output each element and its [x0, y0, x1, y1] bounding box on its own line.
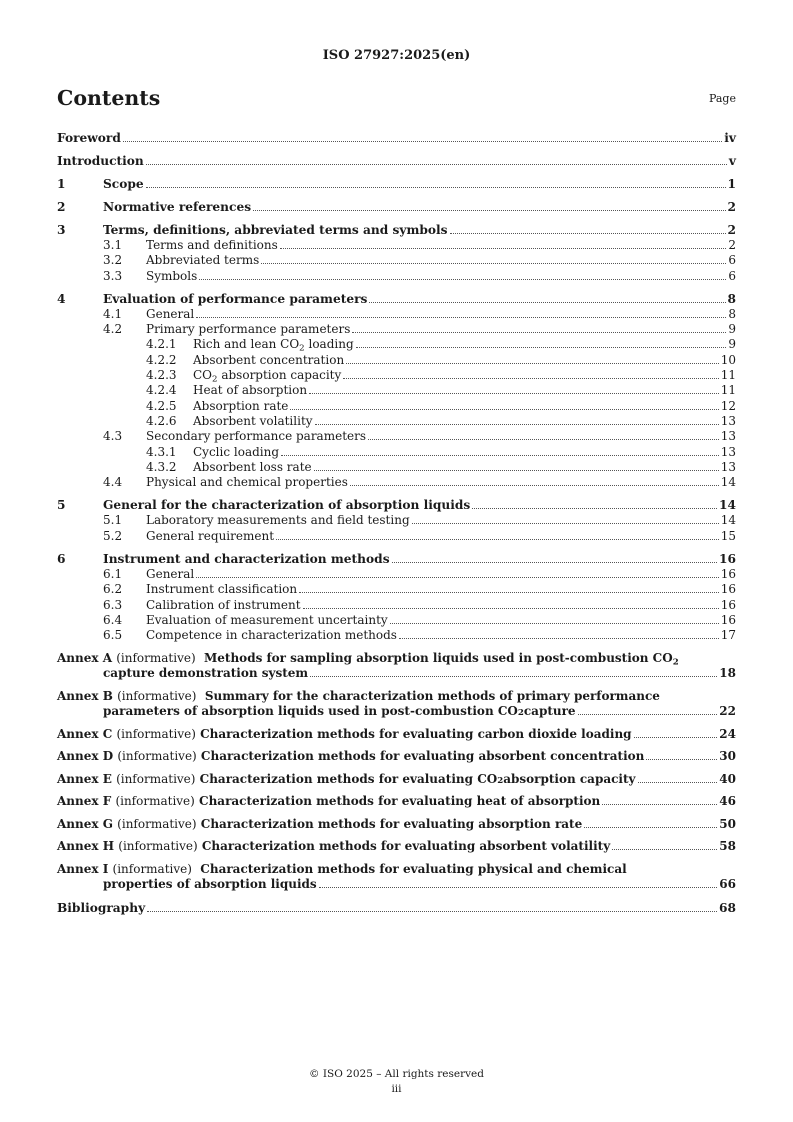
toc-entry-4-2[interactable]: 4.2 Primary performance parameters 9 — [103, 322, 736, 337]
toc-entry-annex-f[interactable]: Annex F (informative) Characterization methods for evaluating heat of absorption 46 — [57, 794, 736, 809]
toc-entry-annex-d[interactable]: Annex D (informative) Characterization methods for evaluating absorbent concentration 30 — [57, 749, 736, 764]
page-number: 50 — [719, 816, 736, 831]
page-number: 1 — [727, 177, 736, 191]
page-number: 8 — [727, 291, 736, 306]
toc-entry-4-2-6[interactable]: 4.2.6 Absorbent volatility 13 — [146, 413, 736, 428]
toc-entry-scope[interactable]: 1 Scope 1 — [57, 177, 736, 191]
toc-entry-5-1[interactable]: 5.1 Laboratory measurements and field testing 14 — [103, 513, 736, 528]
toc-entry-annex-i[interactable]: Annex I (informative) Characterization methods for evaluating physical and chemical properties of absorption liquids 66 — [57, 861, 736, 892]
toc-entry-evaluation[interactable]: 4 Evaluation of performance parameters 8 — [57, 291, 736, 306]
toc-entry-annex-e[interactable]: Annex E (informative) Characterization methods for evaluating CO 2 absorption capacity 40 — [57, 771, 736, 786]
page-number: 14 — [719, 498, 736, 513]
page-number: 30 — [719, 749, 736, 764]
page-number: 68 — [719, 900, 736, 915]
page-number: 13 — [720, 413, 736, 428]
table-of-contents — [57, 130, 736, 916]
page-number: 2 — [727, 223, 736, 237]
toc-entry-6-5[interactable]: 6.5 Competence in characterization methods 17 — [103, 628, 736, 643]
toc-entry-4-3-1[interactable]: 4.3.1 Cyclic loading 13 — [146, 444, 736, 459]
toc-entry-bibliography[interactable]: Bibliography 68 — [57, 900, 736, 915]
footer-page-number: iii — [391, 1083, 402, 1095]
toc-entry-6-4[interactable]: 6.4 Evaluation of measurement uncertainty 16 — [103, 612, 736, 627]
page-number: 16 — [720, 597, 736, 612]
page-footer — [0, 1067, 793, 1097]
page-number: v — [728, 154, 736, 168]
toc-entry-3-1[interactable]: 3.1 Terms and definitions 2 — [103, 238, 736, 252]
page-number: 17 — [720, 628, 736, 643]
toc-entry-annex-a[interactable]: Annex A (informative) Methods for sampling absorption liquids used in post-combustion $CO_2$ capture demonstration system 18 — [57, 650, 736, 681]
toc-entry-4-2-4[interactable]: 4.2.4 Heat of absorption 11 — [146, 383, 736, 398]
toc-entry-general-characterization[interactable]: 5 General for the characterization of absorption liquids 14 — [57, 498, 736, 513]
page-number: 10 — [720, 352, 736, 367]
toc-entry-4-3-2[interactable]: 4.3.2 Absorbent loss rate 13 — [146, 459, 736, 474]
page-number: 2 — [727, 200, 736, 214]
page-number: 24 — [719, 726, 736, 741]
toc-entry-4-2-1[interactable]: 4.2.1 Rich and lean $CO_2$ loading 9 — [146, 337, 736, 355]
toc-entry-annex-g[interactable]: Annex G (informative) Characterization methods for evaluating absorption rate 50 — [57, 816, 736, 831]
page-number: 66 — [719, 877, 736, 892]
page-number: 9 — [728, 337, 736, 352]
page-number: 13 — [720, 459, 736, 474]
page-number: 46 — [719, 794, 736, 809]
page-number: 14 — [720, 475, 736, 490]
toc-entry-4-3[interactable]: 4.3 Secondary performance parameters 13 — [103, 429, 736, 444]
page-number: 22 — [719, 704, 736, 719]
toc-entry-5-2[interactable]: 5.2 General requirement 15 — [103, 528, 736, 543]
page-title: Contents — [57, 86, 161, 110]
toc-entry-normative-references[interactable]: 2 Normative references 2 — [57, 200, 736, 214]
page-number: 9 — [728, 322, 736, 337]
page-number: iv — [724, 131, 736, 145]
toc-entry-4-4[interactable]: 4.4 Physical and chemical properties 14 — [103, 475, 736, 490]
copyright-notice: © ISO 2025 – All rights reserved — [309, 1068, 484, 1080]
toc-entry-6-3[interactable]: 6.3 Calibration of instrument 16 — [103, 597, 736, 612]
toc-entry-3-3[interactable]: 3.3 Symbols 6 — [103, 268, 736, 283]
toc-entry-6-1[interactable]: 6.1 General 16 — [103, 567, 736, 582]
page-number: 16 — [720, 582, 736, 597]
page-number: 14 — [720, 513, 736, 528]
page-number: 11 — [720, 383, 736, 398]
toc-entry-4-2-2[interactable]: 4.2.2 Absorbent concentration 10 — [146, 352, 736, 367]
page-column-label: Page — [708, 92, 736, 105]
page-number: 18 — [719, 666, 736, 681]
page-number: 13 — [720, 444, 736, 459]
page-number: 16 — [719, 552, 736, 567]
toc-entry-introduction[interactable]: Introduction v — [57, 154, 736, 168]
toc-entry-4-2-3[interactable]: 4.2.3 $CO_2$ absorption capacity 11 — [146, 368, 736, 385]
page-number: 13 — [720, 429, 736, 444]
toc-entry-terms[interactable]: 3 Terms, definitions, abbreviated terms and symbols 2 — [57, 223, 736, 237]
toc-entry-instrument[interactable]: 6 Instrument and characterization methods 16 — [57, 552, 736, 567]
toc-entry-foreword[interactable]: Foreword iv — [57, 131, 736, 145]
document-id: ISO 27927:2025(en) — [322, 48, 471, 63]
page-number: 16 — [720, 612, 736, 627]
page-number: 11 — [720, 368, 736, 383]
toc-entry-4-1[interactable]: 4.1 General 8 — [103, 306, 736, 321]
page-number: 6 — [728, 253, 736, 268]
page-number: 58 — [719, 839, 736, 854]
page-number: 2 — [728, 238, 736, 252]
page-number: 6 — [728, 268, 736, 283]
page-number: 8 — [728, 306, 736, 321]
toc-entry-4-2-5[interactable]: 4.2.5 Absorption rate 12 — [146, 398, 736, 413]
page-number: 40 — [719, 771, 736, 786]
toc-entry-6-2[interactable]: 6.2 Instrument classification 16 — [103, 582, 736, 597]
toc-entry-annex-c[interactable]: Annex C (informative) Characterization methods for evaluating carbon dioxide loading 24 — [57, 726, 736, 741]
page-number: 16 — [720, 567, 736, 582]
toc-entry-annex-b[interactable]: Annex B (informative) Summary for the characterization methods of primary performance parameters of absorption liquids used in post-combustion CO 2 capture 22 — [57, 688, 736, 719]
toc-entry-3-2[interactable]: 3.2 Abbreviated terms 6 — [103, 253, 736, 268]
page-number: 12 — [720, 398, 736, 413]
toc-entry-annex-h[interactable]: Annex H (informative) Characterization methods for evaluating absorbent volatility 58 — [57, 839, 736, 854]
page-number: 15 — [720, 528, 736, 543]
